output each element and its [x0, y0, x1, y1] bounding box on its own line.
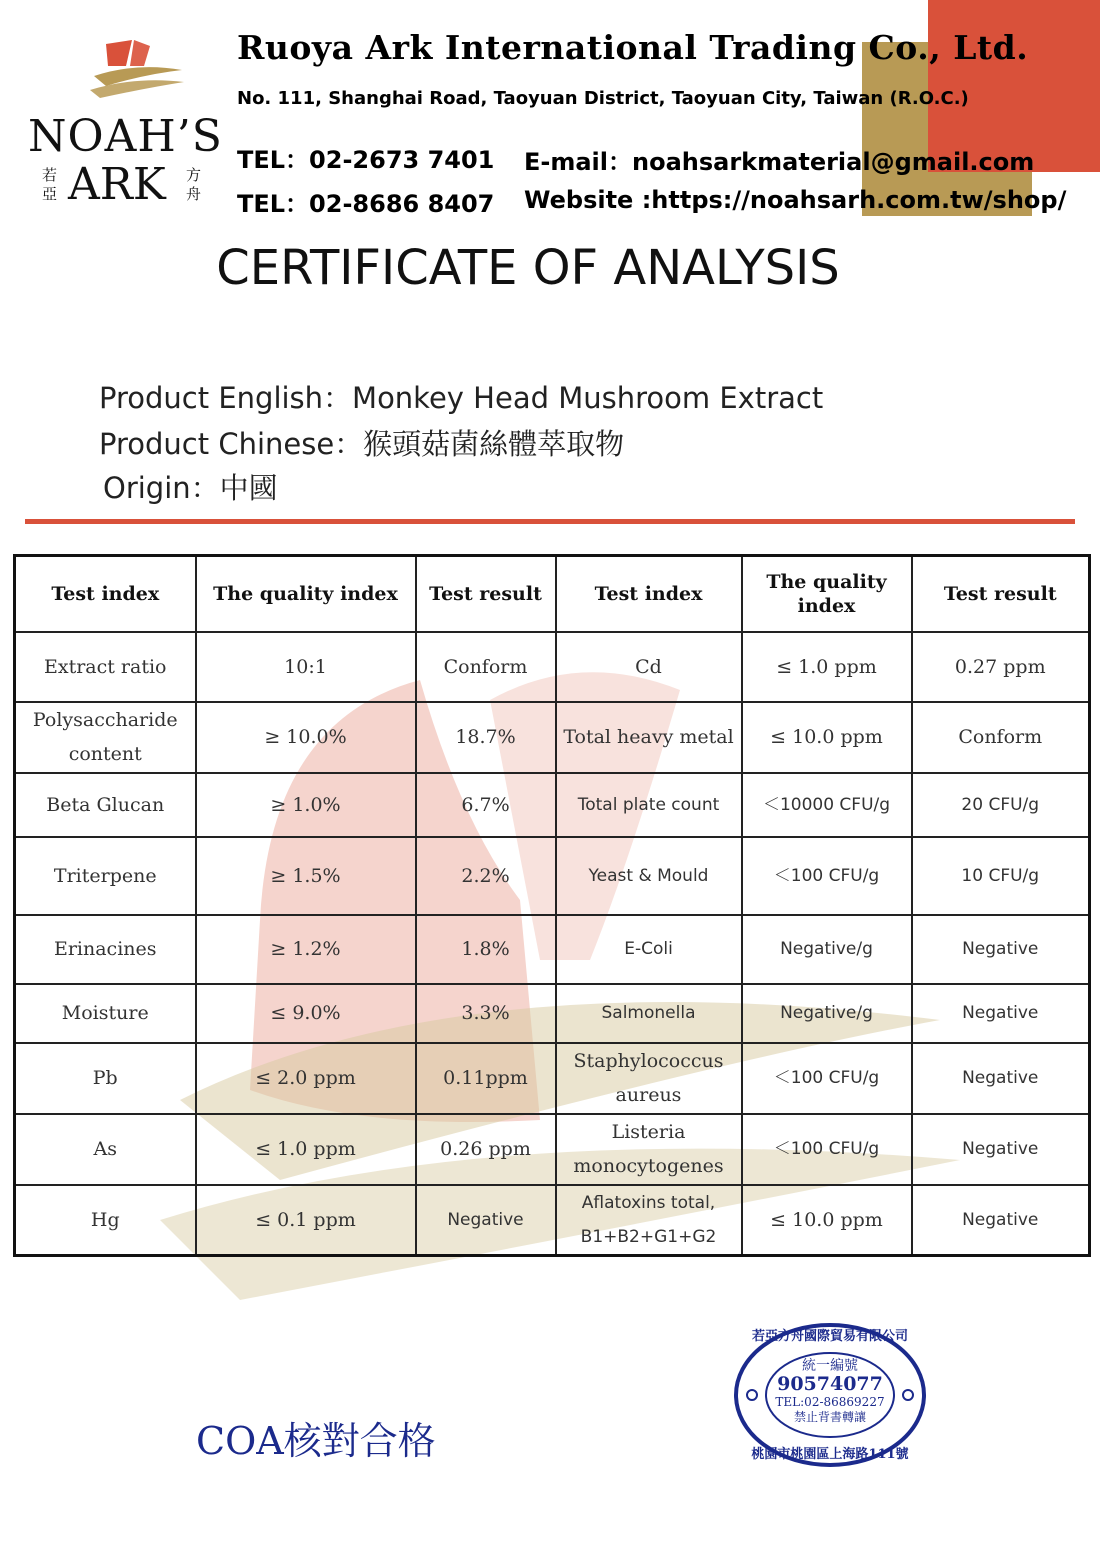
table-cell: Negative	[912, 1185, 1090, 1256]
table-header-row	[15, 556, 1090, 632]
logo-brand-text: NOAH’S	[28, 111, 223, 162]
header-cell: Test index	[556, 556, 742, 632]
table-cell: 0.26 ppm	[416, 1114, 556, 1185]
table-cell: 1.8%	[416, 915, 556, 984]
table-cell: Yeast & Mould	[556, 837, 742, 915]
table-cell: ≤ 10.0 ppm	[742, 1185, 912, 1256]
table-cell: Polysaccharide content	[15, 702, 196, 773]
svg-text:TEL:02-86869227: TEL:02-86869227	[775, 1395, 885, 1409]
header-cell: The quality index	[742, 556, 912, 632]
table-row	[15, 837, 1090, 915]
table-cell: Negative/g	[742, 915, 912, 984]
svg-text:桃園市桃園區上海路111號: 桃園市桃園區上海路111號	[751, 1447, 909, 1462]
product-chinese: Product Chinese：猴頭菇菌絲體萃取物	[99, 427, 625, 461]
table-cell: ≥ 1.2%	[196, 915, 416, 984]
svg-text:統一編號: 統一編號	[802, 1358, 858, 1374]
table-cell: Total plate count	[556, 773, 742, 837]
table-row	[15, 632, 1090, 702]
header-cell: Test result	[416, 556, 556, 632]
analysis-table	[13, 554, 1091, 1257]
phone-1: TEL：02-2673 7401	[237, 146, 495, 174]
phone-2: TEL：02-8686 8407	[237, 190, 495, 218]
table-row	[15, 702, 1090, 773]
table-cell: ＜100 CFU/g	[742, 1114, 912, 1185]
company-address: No. 111, Shanghai Road, Taoyuan District, Taoyuan City, Taiwan (R.O.C.)	[237, 88, 969, 109]
table-cell: ≥ 1.5%	[196, 837, 416, 915]
document-title	[0, 240, 1100, 296]
table-cell: Negative/g	[742, 984, 912, 1043]
table-cell: Erinacines	[15, 915, 196, 984]
table-cell: Negative	[416, 1185, 556, 1256]
table-cell: ≤ 1.0 ppm	[742, 632, 912, 702]
table-cell: As	[15, 1114, 196, 1185]
table-row	[15, 1185, 1090, 1256]
header-cell: Test result	[912, 556, 1090, 632]
table-cell: Extract ratio	[15, 632, 196, 702]
product-origin: Origin：中國	[103, 471, 278, 505]
company-seal-stamp	[730, 1320, 930, 1470]
logo-chinese-left: 若亞	[42, 166, 58, 203]
svg-text:禁止背書轉讓: 禁止背書轉讓	[793, 1410, 867, 1424]
table-cell: ＜100 CFU/g	[742, 837, 912, 915]
table-cell: Triterpene	[15, 837, 196, 915]
table-cell: E-Coli	[556, 915, 742, 984]
table-cell: Hg	[15, 1185, 196, 1256]
table-cell: Staphylococcus aureus	[556, 1043, 742, 1114]
product-english: Product English：Monkey Head Mushroom Extract	[99, 381, 824, 415]
table-cell: ＜100 CFU/g	[742, 1043, 912, 1114]
table-cell: 10:1	[196, 632, 416, 702]
table-cell: Conform	[416, 632, 556, 702]
document-title-text: CERTIFICATE OF ANALYSIS	[216, 240, 840, 296]
table-cell: 10 CFU/g	[912, 837, 1090, 915]
logo-ark-text: ARK	[68, 159, 166, 210]
table-row	[15, 773, 1090, 837]
company-name: Ruoya Ark International Trading Co., Ltd.	[237, 28, 1029, 67]
table-row	[15, 1043, 1090, 1114]
table-cell: ≤ 10.0 ppm	[742, 702, 912, 773]
table-cell: ≤ 1.0 ppm	[196, 1114, 416, 1185]
table-cell: 0.27 ppm	[912, 632, 1090, 702]
table-row	[15, 915, 1090, 984]
table-cell: Aflatoxins total, B1+B2+G1+G2	[556, 1185, 742, 1256]
divider-rule	[25, 519, 1075, 524]
table-cell: Listeria monocytogenes	[556, 1114, 742, 1185]
table-cell: Moisture	[15, 984, 196, 1043]
table-cell: Negative	[912, 1114, 1090, 1185]
table-cell: Negative	[912, 915, 1090, 984]
table-cell: 2.2%	[416, 837, 556, 915]
header-cell: Test index	[15, 556, 196, 632]
table-cell: ≥ 1.0%	[196, 773, 416, 837]
table-cell: Salmonella	[556, 984, 742, 1043]
table-cell: Pb	[15, 1043, 196, 1114]
table-cell: ≤ 0.1 ppm	[196, 1185, 416, 1256]
table-cell: ≥ 10.0%	[196, 702, 416, 773]
table-row	[15, 984, 1090, 1043]
table-cell: ≤ 2.0 ppm	[196, 1043, 416, 1114]
table-cell: ＜10000 CFU/g	[742, 773, 912, 837]
table-cell: Negative	[912, 1043, 1090, 1114]
header-cell: The quality index	[196, 556, 416, 632]
analysis-table-body	[15, 556, 1090, 1256]
table-row	[15, 1114, 1090, 1185]
table-cell: 20 CFU/g	[912, 773, 1090, 837]
table-cell: 0.11ppm	[416, 1043, 556, 1114]
approval-text: COA核對合格	[196, 1419, 436, 1463]
ship-logo-icon	[86, 36, 186, 106]
table-cell: Beta Glucan	[15, 773, 196, 837]
table-cell: Conform	[912, 702, 1090, 773]
website-url: Website :https://noahsarh.com.tw/shop/	[524, 186, 1067, 214]
svg-text:若亞方舟國際貿易有限公司: 若亞方舟國際貿易有限公司	[751, 1329, 909, 1344]
table-cell: Negative	[912, 984, 1090, 1043]
svg-text:90574077: 90574077	[777, 1373, 883, 1395]
table-cell: Total heavy metal	[556, 702, 742, 773]
table-cell: Cd	[556, 632, 742, 702]
company-logo	[28, 36, 223, 216]
table-cell: 18.7%	[416, 702, 556, 773]
table-cell: 3.3%	[416, 984, 556, 1043]
table-cell: ≤ 9.0%	[196, 984, 416, 1043]
table-cell: 6.7%	[416, 773, 556, 837]
logo-chinese-right: 方舟	[186, 166, 202, 203]
email-address: E-mail：noahsarkmaterial@gmail.com	[524, 148, 1035, 176]
